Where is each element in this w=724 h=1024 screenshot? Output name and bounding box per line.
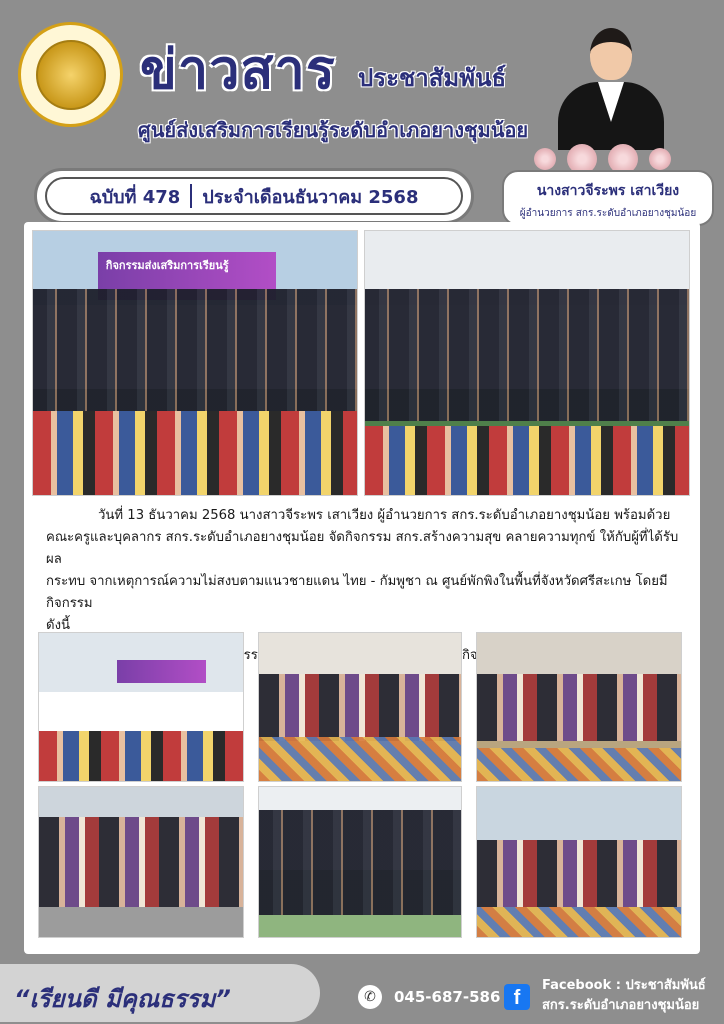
motto-banner [0,964,320,1022]
separator [190,184,192,208]
photo-shelter-tents [476,786,682,938]
director-name-card [502,170,714,226]
facebook-page-label: Facebook : ประชาสัมพันธ์ [542,978,706,993]
photo-drawing-activity-1 [258,632,462,782]
newsletter-title: ข่าวสาร [140,38,336,101]
article-line: วันที่ 13 ธันวาคม 2568 นางสาวจีระพร เสาเวียง ผู้อำนวยการ สกร.ระดับอำเภอยางชุมน้อย พร้อมด้วย [98,508,671,523]
photo-group-stage [32,230,358,496]
photo-staff-gift-giving [258,786,462,938]
activity-banner-text: กิจกรรมส่งเสริมการเรียนรู้ [105,259,229,273]
director-name: นางสาวจีระพร เสาเวียง [536,183,680,199]
facebook-icon: f [504,984,530,1010]
photo-elderly-seated [38,786,244,938]
institution-logo [18,22,123,127]
photo-staff-with-children [364,230,690,496]
photo-drawing-activity-2 [476,632,682,782]
newsletter-footer [0,958,724,1024]
phone-icon: ✆ [358,985,382,1009]
article-line: ดังนี้ [46,618,71,633]
phone-number: 045-687-586 [394,988,501,1006]
organization-name: ศูนย์ส่งเสริมการเรียนรู้ระดับอำเภอยางชุมน้อย [138,118,529,142]
facebook-page-name: สกร.ระดับอำเภอยางชุมน้อย [542,998,700,1013]
motto-text: “เรียนดี มีคุณธรรม” [14,985,231,1013]
newsletter-subtitle: ประชาสัมพันธ์ [358,64,507,92]
issue-banner [34,168,474,224]
issue-number: ฉบับที่ 478 [89,186,181,208]
photo-karaoke-stage [38,632,244,782]
director-portrait [552,22,670,150]
director-title: ผู้อำนวยการ สกร.ระดับอำเภอยางชุมน้อย [519,208,697,219]
issue-month: ประจำเดือนธันวาคม 2568 [202,186,419,208]
article-line: กระทบ จากเหตุการณ์ความไม่สงบตามแนวชายแดน ไทย - กัมพูชา ณ ศูนย์พักพิงในพื้นที่จังหวัดศรีสะเกษ โดยมีกิจกรรม [46,574,668,611]
content-card [24,222,700,954]
newsletter-header [0,0,724,225]
article-line: คณะครูและบุคลากร สกร.ระดับอำเภอยางชุมน้อย จัดกิจกรรม สกร.สร้างความสุข คลายความทุกข์ ให้กับผู้ที่ได้รับผล [46,530,679,567]
facebook-info [542,976,706,1016]
institution-seal-icon [36,40,106,110]
